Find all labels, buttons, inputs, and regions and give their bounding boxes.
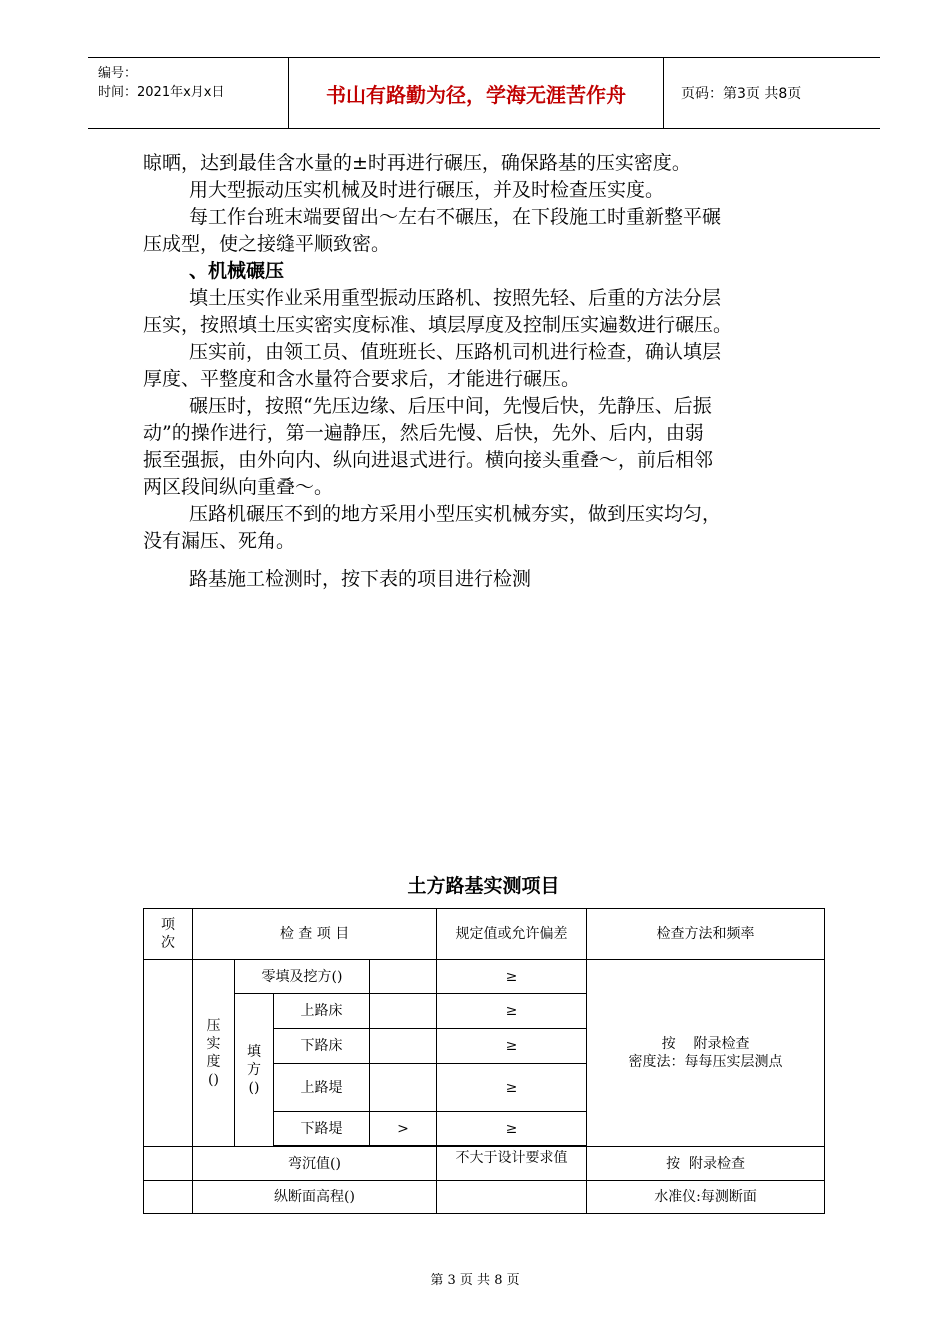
header-divider [663, 58, 664, 128]
body-line: 填土压实作业采用重型振动压路机、按照先轻、后重的方法分层 [189, 287, 722, 309]
cell-item-no [144, 960, 193, 1147]
header-check-item: 检 查 项 目 [193, 909, 437, 960]
body-line: 压成型，使之接缝平顺致密。 [143, 233, 391, 255]
header-page-info: 页码：第3页 共8页 [681, 86, 802, 102]
deflection-method: 按 附录检查 [587, 1147, 825, 1181]
zero-fill-value: ≥ [437, 960, 587, 994]
body-line: 两区段间纵向重叠～。 [143, 476, 334, 498]
row-value: ≥ [437, 994, 587, 1029]
profile-value [437, 1181, 587, 1214]
row-sub: > [370, 1112, 437, 1146]
page-footer: 第 3 页 共 8 页 [430, 1273, 520, 1288]
body-line: 晾晒，达到最佳含水量的±时再进行碾压，确保路基的压实密度。 [143, 152, 691, 174]
body-line: 每工作台班末端要留出～左右不碾压，在下段施工时重新整平碾 [189, 206, 722, 228]
deflection-value [437, 1147, 587, 1181]
spec-table [143, 908, 825, 1214]
table-row-profile [144, 1181, 825, 1214]
row-sub [370, 1029, 437, 1064]
compaction-label: 压 实 度 () [193, 960, 235, 1147]
row-name: 下路床 [274, 1029, 370, 1064]
header-number: 编号： [98, 66, 138, 81]
header-motto: 书山有路勤为径，学海无涯苦作舟 [326, 82, 626, 107]
body-line: 没有漏压、死角。 [143, 530, 296, 552]
body-text [143, 150, 833, 593]
body-line: 压实，按照填土压实密实度标准、填层厚度及控制压实遍数进行碾压。 [143, 314, 733, 336]
header-tolerance: 规定值或允许偏差 [437, 909, 587, 960]
profile-name: 纵断面高程() [193, 1181, 437, 1214]
body-line: 振至强振，由外向内、纵向进退式进行。横向接头重叠～，前后相邻 [143, 449, 714, 471]
row-value: ≥ [437, 1112, 587, 1146]
body-line: 用大型振动压实机械及时进行碾压，并及时检查压实度。 [189, 179, 665, 201]
row-sub [370, 994, 437, 1029]
row-value: ≥ [437, 1064, 587, 1112]
row-value: ≥ [437, 1029, 587, 1064]
header-item-no: 项 次 [144, 909, 193, 960]
section-heading: 、机械碾压 [189, 260, 285, 282]
body-line: 压实前，由领工员、值班班长、压路机司机进行检查，确认填层 [189, 341, 722, 363]
body-line: 碾压时，按照“先压边缘、后压中间，先慢后快，先静压、后振 [189, 395, 712, 417]
body-line: 路基施工检测时，按下表的项目进行检测 [189, 568, 532, 590]
deflection-value-text: 不大于设计要求值 [455, 1150, 568, 1166]
table-row-deflection [144, 1147, 825, 1181]
cell-sub [370, 960, 437, 994]
table-header-row [144, 909, 825, 960]
body-line: 厚度、平整度和含水量符合要求后，才能进行碾压。 [143, 368, 581, 390]
row-name: 上路床 [274, 994, 370, 1029]
page-header [88, 57, 880, 129]
row-name: 下路堤 [274, 1112, 370, 1146]
body-line: 动”的操作进行，第一遍静压，然后先慢、后快，先外、后内，由弱 [143, 422, 704, 444]
cell-item-no [144, 1181, 193, 1214]
header-method: 检查方法和频率 [587, 909, 825, 960]
table-title: 土方路基实测项目 [407, 875, 560, 897]
deflection-name: 弯沉值() [193, 1147, 437, 1181]
header-time: 时间：2021年x月x日 [98, 85, 225, 100]
cell-item-no [144, 1147, 193, 1181]
zero-fill-label: 零填及挖方() [235, 960, 370, 994]
table-row [144, 960, 825, 994]
compaction-method-line: 按 附录检查 [661, 1036, 750, 1052]
row-name: 上路堤 [274, 1064, 370, 1112]
fill-label: 填 方 () [235, 994, 274, 1147]
profile-method: 水准仪:每测断面 [587, 1181, 825, 1214]
body-line: 压路机碾压不到的地方采用小型压实机械夯实，做到压实均匀， [189, 503, 722, 525]
compaction-method [587, 960, 825, 1147]
header-meta [98, 64, 224, 102]
row-sub [370, 1064, 437, 1112]
compaction-method-line: 密度法：每每压实层测点 [628, 1054, 783, 1070]
